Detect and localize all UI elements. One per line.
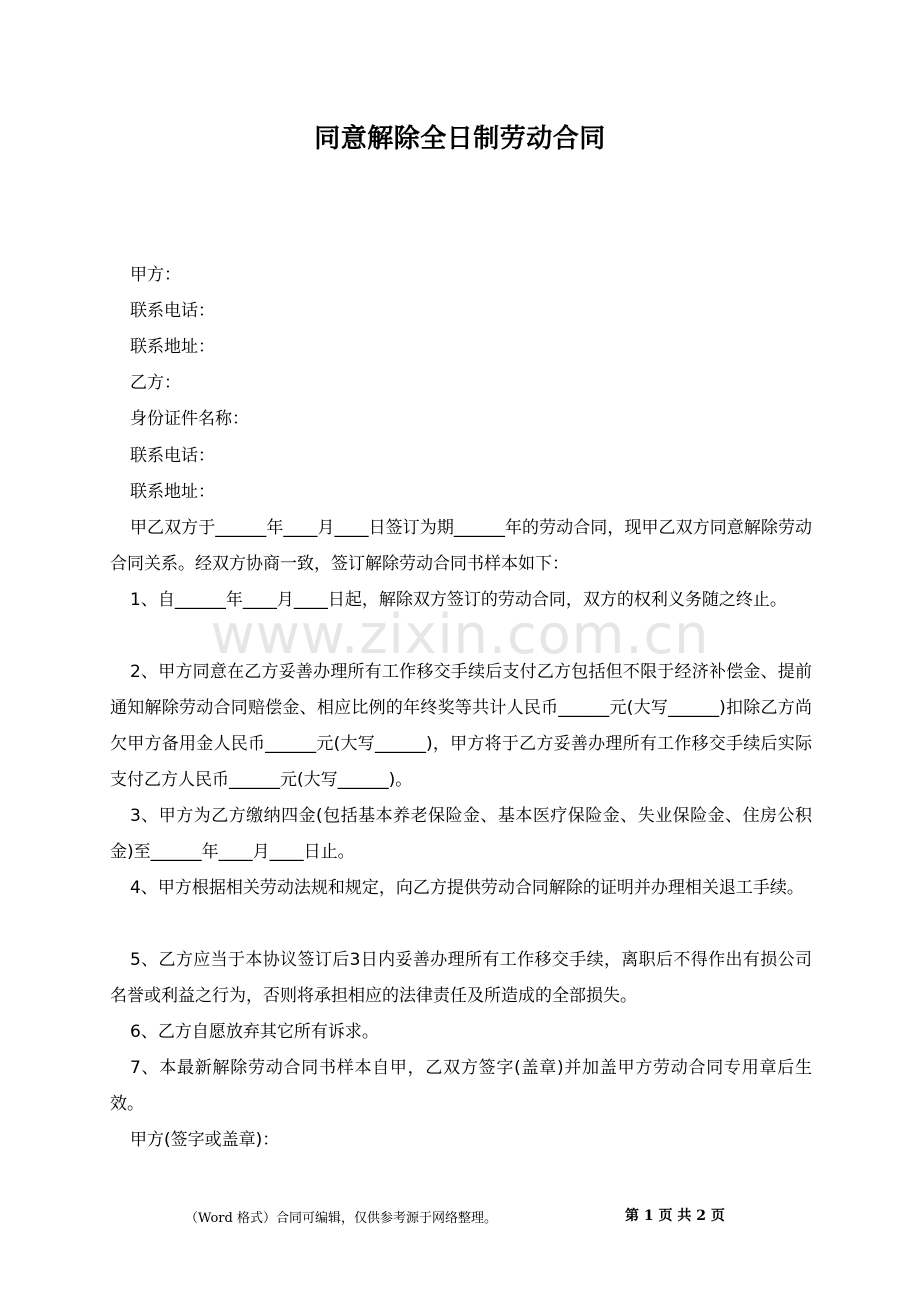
party-a-signature-label: 甲方(签字或盖章)： [130, 1130, 280, 1150]
party-a-label: 甲方： [130, 265, 181, 285]
clause-5: 5、乙方应当于本协议签订后3日内妥善办理所有工作移交手续，离职后不得作出有损公司名誉或利益之行为，否则将承担相应的法律责任及所造成的全部损失。 [110, 950, 812, 1006]
clause-1: 1、自______年____月____日起，解除双方签订的劳动合同，双方的权利义务随之终止。 [130, 590, 787, 610]
page-indicator: 第 1 页 共 2 页 [625, 1208, 725, 1224]
clause-3: 3、甲方为乙方缴纳四金(包括基本养老保险金、基本医疗保险金、失业保险金、住房公积金)至______年____月____日止。 [110, 806, 812, 862]
watermark: www.zixin.com.cn [210, 603, 710, 666]
document-title: 同意解除全日制劳动合同 [314, 124, 606, 154]
clause-4: 4、甲方根据相关劳动法规和规定，向乙方提供劳动合同解除的证明并办理相关退工手续。 [130, 878, 804, 898]
clause-7: 7、本最新解除劳动合同书样本自甲，乙双方签字(盖章)并加盖甲方劳动合同专用章后生效。 [110, 1058, 812, 1114]
party-b-address-label: 联系地址： [130, 482, 215, 502]
intro-paragraph: 甲乙双方于______年____月____日签订为期______年的劳动合同，现甲乙双方同意解除劳动合同关系。经双方协商一致，签订解除劳动合同书样本如下： [110, 518, 812, 574]
party-b-phone-label: 联系电话： [130, 446, 215, 466]
footer-note: （Word 格式）合同可编辑，仅供参考源于网络整理。 [185, 1211, 497, 1226]
clause-2: 2、甲方同意在乙方妥善办理所有工作移交手续后支付乙方包括但不限于经济补偿金、提前通知解除劳动合同赔偿金、相应比例的年终奖等共计人民币______元(大写______)扣除乙方尚欠甲方备用金人民币______元(大写______)，甲方将于乙方妥善办理所有工作移交手续后实际支付乙方人民币______元(大写______)。 [110, 662, 812, 790]
party-a-phone-label: 联系电话： [130, 301, 215, 321]
party-b-id-label: 身份证件名称： [130, 409, 249, 429]
party-a-address-label: 联系地址： [130, 337, 215, 357]
clause-6: 6、乙方自愿放弃其它所有诉求。 [130, 1022, 379, 1042]
party-b-label: 乙方： [130, 373, 181, 393]
